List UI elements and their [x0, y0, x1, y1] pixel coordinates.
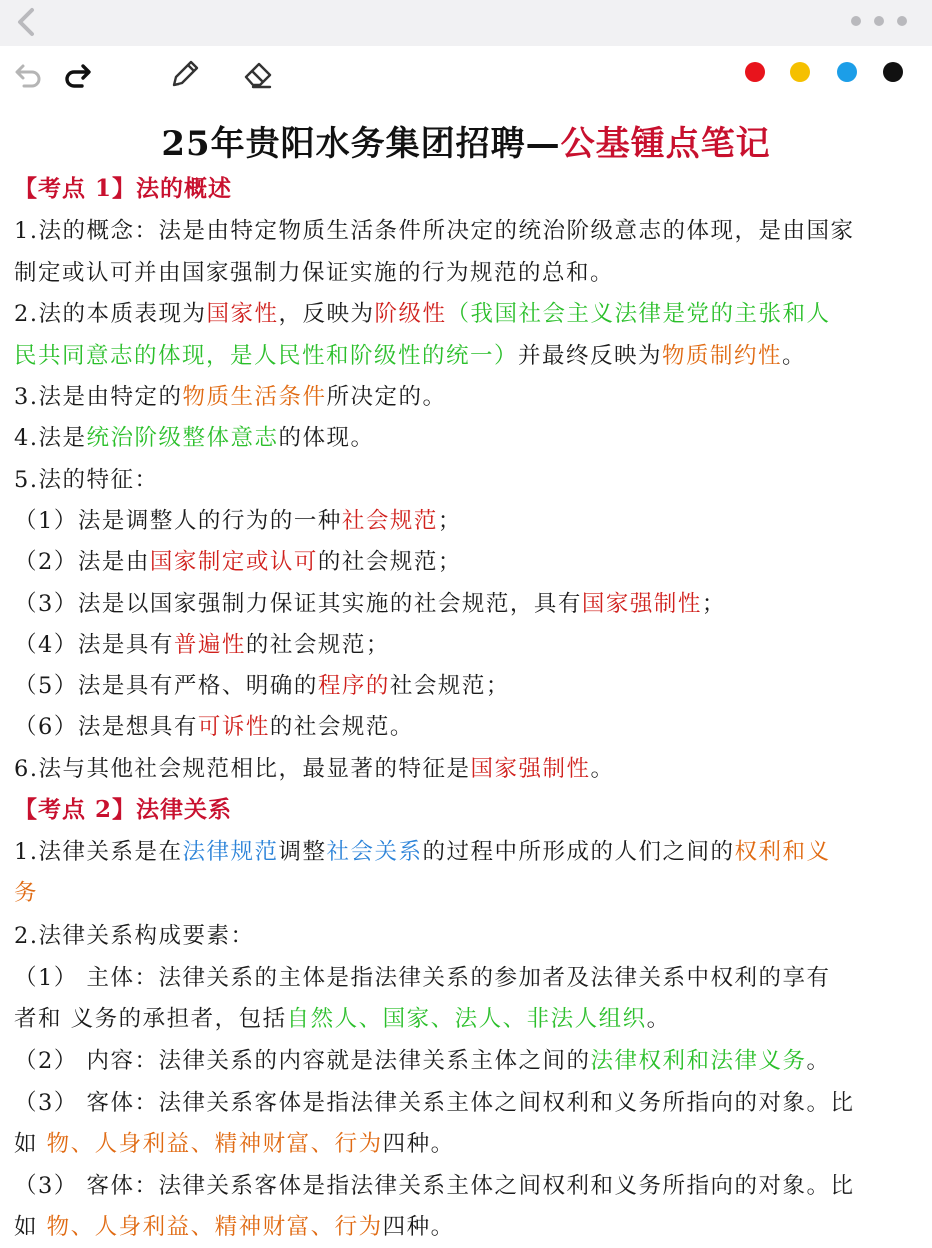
more-dots-icon[interactable] — [844, 8, 914, 34]
eraser-icon[interactable] — [240, 56, 276, 92]
s1-line-2b: 民共同意志的体现，是人民性和阶级性的统一）并最终反映为物质制约性。 — [14, 343, 807, 369]
element-3a: （3） 客体：法律关系客体是指法律关系主体之间权利和义务所指向的对象。比 — [14, 1090, 855, 1116]
element-3b: 如 物、人身利益、精神财富、行为四种。 — [14, 1131, 455, 1157]
s1-line-1b: 制定或认可并由国家强制力保证实施的行为规范的总和。 — [14, 260, 615, 286]
s1-line-5: 5.法的特征： — [14, 467, 159, 493]
top-navigation-bar — [0, 0, 932, 46]
s1-line-1a: 1.法的概念：法是由特定物质生活条件所决定的统治阶级意志的体现，是由国家 — [14, 218, 855, 244]
s1-line-6: 6.法与其他社会规范相比，最显著的特征是国家强制性。 — [14, 756, 615, 782]
element-4b: 如 物、人身利益、精神财富、行为四种。 — [14, 1214, 455, 1240]
page-title — [0, 116, 932, 165]
feature-1: （1）法是调整人的行为的一种社会规范； — [14, 508, 462, 534]
s1-line-2a: 2.法的本质表现为国家性，反映为阶级性（我国社会主义法律是党的主张和人 — [14, 301, 831, 327]
color-blue-swatch[interactable] — [837, 62, 857, 82]
s2-line-1a: 1.法律关系是在法律规范调整社会关系的过程中所形成的人们之间的权利和义 — [14, 839, 831, 865]
section-heading-1: 【考点 1】法的概述 — [14, 175, 233, 202]
section-heading-2: 【考点 2】法律关系 — [14, 796, 233, 823]
color-black-swatch[interactable] — [883, 62, 903, 82]
element-1b: 者和 义务的承担者，包括自然人、国家、法人、非法人组织。 — [14, 1006, 671, 1032]
s2-line-1b: 务 — [14, 880, 39, 906]
feature-4: （4）法是具有普遍性的社会规范； — [14, 632, 390, 658]
element-4a: （3） 客体：法律关系客体是指法律关系主体之间权利和义务所指向的对象。比 — [14, 1173, 855, 1199]
s1-line-3: 3.法是由特定的物质生活条件所决定的。 — [14, 384, 447, 410]
feature-2: （2）法是由国家制定或认可的社会规范； — [14, 549, 462, 575]
s1-line-4: 4.法是统治阶级整体意志的体现。 — [14, 425, 375, 451]
element-1a: （1） 主体：法律关系的主体是指法律关系的参加者及法律关系中权利的享有 — [14, 965, 831, 991]
drawing-toolbar — [0, 46, 932, 102]
undo-icon[interactable] — [10, 56, 46, 92]
color-red-swatch[interactable] — [745, 62, 765, 82]
redo-icon[interactable] — [60, 56, 96, 92]
chevron-left-icon[interactable] — [10, 5, 44, 39]
pencil-icon[interactable] — [166, 56, 202, 92]
s2-line-2: 2.法律关系构成要素： — [14, 923, 255, 949]
color-yellow-swatch[interactable] — [790, 62, 810, 82]
title-main: 25年贵阳水务集团招聘— — [161, 124, 561, 164]
feature-3: （3）法是以国家强制力保证其实施的社会规范，具有国家强制性； — [14, 591, 726, 617]
feature-6: （6）法是想具有可诉性的社会规范。 — [14, 714, 414, 740]
feature-5: （5）法是具有严格、明确的程序的社会规范； — [14, 673, 510, 699]
title-highlight: 公基锺点笔记 — [560, 124, 771, 164]
element-2: （2） 内容：法律关系的内容就是法律关系主体之间的法律权利和法律义务。 — [14, 1048, 831, 1074]
